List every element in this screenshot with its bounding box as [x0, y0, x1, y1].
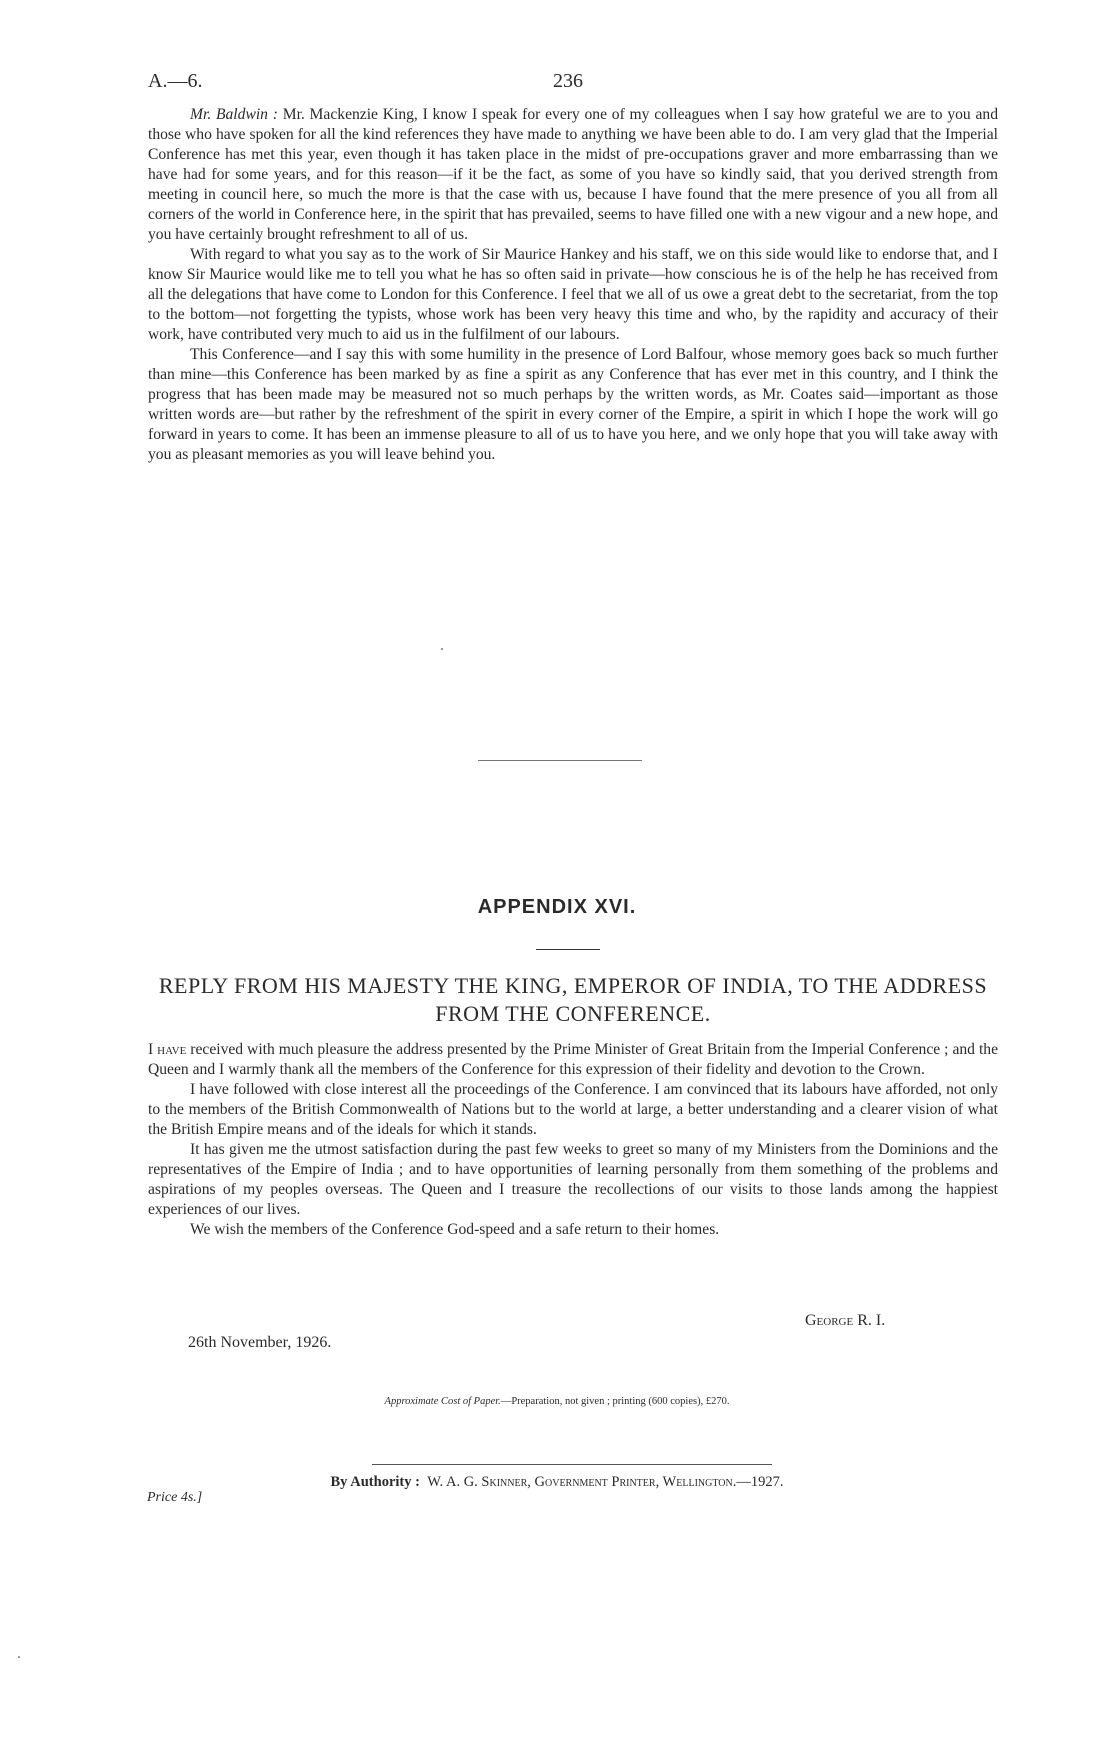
- page-number: 236: [553, 70, 583, 92]
- reply-paragraph: It has given me the utmost satisfaction during the past few weeks to greet so many of my Ministers from the Dominions and the representatives of the Empire of India ; and to have opportunities of learning personally from them something of the problems and aspirations of my peoples overseas. The Queen and I treasure the recollections of our visits to those lands among the happiest experiences of our lives.: [148, 1141, 998, 1218]
- cost-note: [0, 1396, 1114, 1407]
- reply-paragraph-text: received with much pleasure the address presented by the Prime Minister of Great Britain from the Imperial Conference ; and the Queen and I warmly thank all the members of the Conference for this expression of their fidelity and devotion to the Crown.: [148, 1041, 998, 1078]
- cost-text: —Preparation, not given ; printing (600 copies), £270.: [500, 1396, 730, 1407]
- price-note: Price 4s.]: [147, 1490, 203, 1505]
- speech-paragraph-text: Mr. Mackenzie King, I know I speak for every one of my colleagues when I say how grateful we are to you and those who have spoken for all the kind references they have made to anything we have been able to do. I am very glad that the Imperial Conference has met this year, even though it has taken place in the midst of pre-occupations graver and more embarrassing than we have had for some years, and for this reason—if it be the fact, as some of you have so kindly said, that you derived strength from meeting in council here, so much the more is that the case with us, because I have found that the mere presence of you all from all corners of the world in Conference here, in the spirit that has prevailed, seems to have filled one with a new vigour and a new hope, and you have certainly brought refreshment to all of us.: [148, 106, 998, 243]
- speaker-name: Mr. Baldwin :: [190, 106, 278, 123]
- authority-label: By Authority :: [330, 1474, 420, 1490]
- authority-text: W. A. G. Skinner, Government Printer, Wellington.—1927.: [427, 1474, 784, 1490]
- printer-imprint: [0, 1474, 1114, 1491]
- print-speck: [441, 648, 443, 650]
- appendix-heading: APPENDIX XVI.: [477, 896, 637, 918]
- reply-lead-words: I have: [148, 1041, 187, 1058]
- footer-rule: [372, 1464, 772, 1465]
- baldwin-speech: [148, 105, 998, 465]
- speech-paragraph: [148, 105, 998, 245]
- page-header: [148, 70, 998, 98]
- print-speck: [18, 1656, 20, 1658]
- speech-paragraph: This Conference—and I say this with some humility in the presence of Lord Balfour, whose memory goes back so much further than mine—this Conference has been marked by as fine a spirit as any Conference that has ever met in this country, and I think the progress that has been made may be measured not so much perhaps by the written words, as Mr. Coates said—important as those written words are—but rather by the refreshment of the spirit in every corner of the Empire, a spirit in which I hope the work will go forward in years to come. It has been an immense pleasure to all of us to have you here, and we only hope that you will take away with you as pleasant memories as you will leave behind you.: [148, 346, 998, 463]
- speech-paragraph: With regard to what you say as to the work of Sir Maurice Hankey and his staff, we on this side would like to endorse that, and I know Sir Maurice would like me to tell you what he has so often said in private—how conscious he is of the help he has received from all the delegations that have come to London for this Conference. I feel that we all of us owe a great debt to the secretariat, from the top to the bottom—not forgetting the typists, whose work has been very heavy this time and who, by the rapidity and accuracy of their work, have contributed very much to aid us in the fulfilment of our labours.: [148, 246, 998, 343]
- king-reply: [148, 1040, 998, 1240]
- reply-title: REPLY FROM HIS MAJESTY THE KING, EMPEROR OF INDIA, TO THE ADDRESS FROM THE CONFERENCE.: [158, 973, 988, 1026]
- heading-rule: [536, 949, 600, 950]
- royal-signature: George R. I.: [805, 1312, 886, 1329]
- document-reference: A.—6.: [148, 70, 203, 92]
- reply-paragraph: We wish the members of the Conference God-speed and a safe return to their homes.: [190, 1221, 720, 1238]
- section-separator: [478, 760, 642, 761]
- reply-paragraph: [148, 1040, 998, 1080]
- reply-paragraph: I have followed with close interest all the proceedings of the Conference. I am convinced that its labours have afforded, not only to the members of the British Commonwealth of Nations but to the world at large, a better understanding and a clearer vision of what the British Empire means and of the ideals for which it stands.: [148, 1081, 998, 1138]
- reply-date: 26th November, 1926.: [188, 1334, 332, 1351]
- cost-label: Approximate Cost of Paper.: [384, 1396, 501, 1407]
